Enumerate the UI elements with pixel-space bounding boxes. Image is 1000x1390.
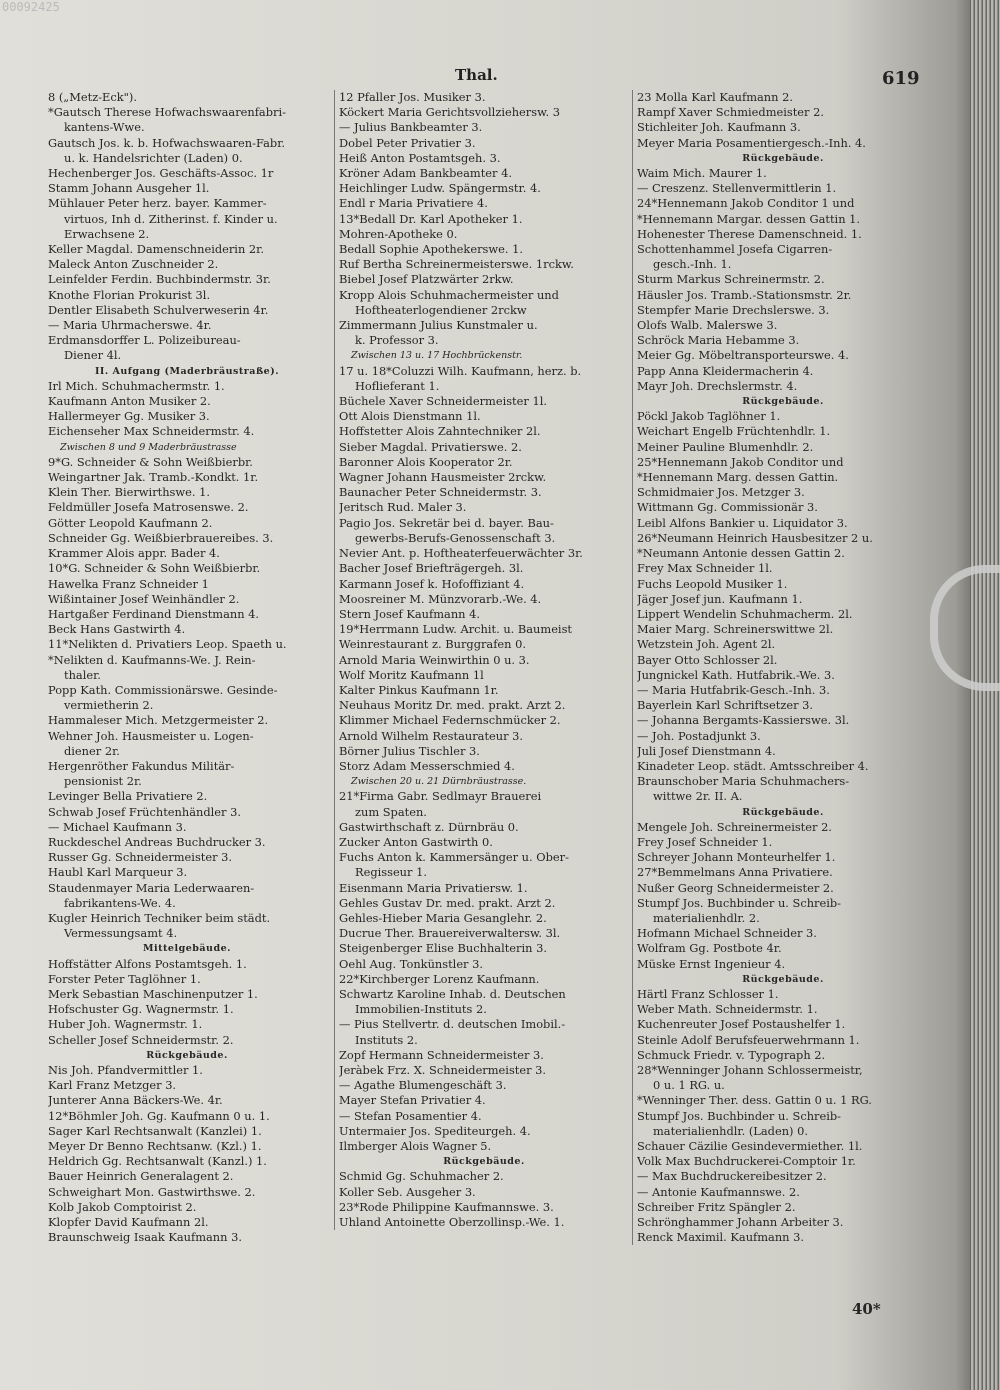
directory-entry: Schauer Cäzilie Gesindevermiether. 1l. bbox=[637, 1139, 863, 1154]
section-heading: Rückgebäude. bbox=[742, 396, 824, 408]
directory-entry: Wagner Johann Hausmeister 2rckw. bbox=[339, 470, 547, 485]
directory-entry: kantens-Wwe. bbox=[64, 120, 145, 135]
directory-entry: Meier Gg. Möbeltransporteurswe. 4. bbox=[637, 348, 849, 363]
directory-entry: Knothe Florian Prokurist 3l. bbox=[48, 287, 211, 302]
directory-entry: Leinfelder Ferdin. Buchbindermstr. 3r. bbox=[48, 272, 271, 287]
directory-entry: Härtl Franz Schlosser 1. bbox=[637, 986, 779, 1001]
directory-entry: Braunschweig Isaak Kaufmann 3. bbox=[48, 1230, 242, 1245]
directory-entry: — Michael Kaufmann 3. bbox=[48, 819, 187, 834]
directory-entry: materialienhdlr. (Laden) 0. bbox=[653, 1123, 808, 1138]
directory-entry: Rampf Xaver Schmiedmeister 2. bbox=[637, 105, 824, 120]
directory-entry: Müske Ernst Ingenieur 4. bbox=[637, 956, 786, 971]
directory-entry: Maier Marg. Schreinerswittwe 2l. bbox=[637, 622, 834, 637]
directory-entry: Schweighart Mon. Gastwirthswe. 2. bbox=[48, 1184, 256, 1199]
directory-entry: *Hennemann Marg. dessen Gattin. bbox=[637, 470, 839, 485]
directory-entry: Klimmer Michael Federnschmücker 2. bbox=[339, 713, 561, 728]
directory-entry: Steigenberger Elise Buchhalterin 3. bbox=[339, 941, 547, 956]
directory-entry: Hechenberger Jos. Geschäfts-Assoc. 1r bbox=[48, 166, 274, 181]
directory-entry: 27*Bemmelmans Anna Privatiere. bbox=[637, 865, 833, 880]
directory-entry: 23*Rode Philippine Kaufmannswe. 3. bbox=[339, 1199, 554, 1214]
directory-entry: Scheller Josef Schneidermstr. 2. bbox=[48, 1032, 234, 1047]
directory-entry: Huber Joh. Wagnermstr. 1. bbox=[48, 1017, 203, 1032]
directory-entry: Junterer Anna Bäckers-We. 4r. bbox=[48, 1093, 223, 1108]
directory-entry: Hergenröther Fakundus Militär- bbox=[48, 758, 235, 773]
directory-entry: — Stefan Posamentier 4. bbox=[339, 1108, 482, 1123]
section-heading: Mittelgebäude. bbox=[143, 943, 231, 955]
directory-entry: Bedall Sophie Apothekerswe. 1. bbox=[339, 242, 523, 257]
directory-entry: Wetzstein Joh. Agent 2l. bbox=[637, 637, 776, 652]
directory-entry: — Agathe Blumengeschäft 3. bbox=[339, 1078, 507, 1093]
directory-entry: Meyer Maria Posamentiergesch.-Inh. 4. bbox=[637, 135, 866, 150]
directory-entry: — Joh. Postadjunkt 3. bbox=[637, 728, 761, 743]
directory-entry: Oehl Aug. Tonkünstler 3. bbox=[339, 956, 483, 971]
directory-entry: Sieber Magdal. Privatierswe. 2. bbox=[339, 439, 522, 454]
directory-entry: Pöckl Jakob Taglöhner 1. bbox=[637, 409, 781, 424]
directory-entry: Vermessungsamt 4. bbox=[64, 926, 178, 941]
directory-entry: Pagio Jos. Sekretär bei d. bayer. Bau- bbox=[339, 515, 554, 530]
directory-entry: Diener 4l. bbox=[64, 348, 122, 363]
directory-entry: Ducrue Ther. Brauereiverwaltersw. 3l. bbox=[339, 926, 561, 941]
directory-entry: Karl Franz Metzger 3. bbox=[48, 1078, 177, 1093]
directory-entry: Bacher Josef Briefträgergeh. 3l. bbox=[339, 561, 524, 576]
directory-entry: 10*G. Schneider & Sohn Weißbierbr. bbox=[48, 561, 261, 576]
directory-entry: Braunschober Maria Schuhmachers- bbox=[637, 774, 850, 789]
directory-entry: Meyer Dr Benno Rechtsanw. (Kzl.) 1. bbox=[48, 1139, 262, 1154]
column-right bbox=[632, 90, 929, 1245]
directory-entry: fabrikantens-We. 4. bbox=[64, 895, 176, 910]
directory-entry: — Creszenz. Stellenvermittlerin 1. bbox=[637, 181, 837, 196]
section-heading: Rückgebäude. bbox=[146, 1049, 228, 1061]
section-heading: Rückgebäude. bbox=[742, 806, 824, 818]
directory-entry: zum Spaten. bbox=[355, 804, 427, 819]
section-heading: Rückgebäude. bbox=[742, 973, 824, 985]
directory-entry: wittwe 2r. II. A. bbox=[653, 789, 743, 804]
directory-entry: Schottenhammel Josefa Cigarren- bbox=[637, 242, 833, 257]
directory-entry: Nußer Georg Schneidermeister 2. bbox=[637, 880, 834, 895]
directory-entry: Stempfer Marie Drechslerswe. 3. bbox=[637, 302, 830, 317]
directory-entry: Hoffstätter Alfons Postamtsgeh. 1. bbox=[48, 956, 247, 971]
section-heading: Rückgebäude. bbox=[742, 152, 824, 164]
directory-entry: Forster Peter Taglöhner 1. bbox=[48, 971, 201, 986]
directory-entry: Merk Sebastian Maschinenputzer 1. bbox=[48, 986, 258, 1001]
directory-entry: Krammer Alois appr. Bader 4. bbox=[48, 546, 220, 561]
page-edges bbox=[970, 0, 1000, 1390]
directory-entry: Popp Kath. Commissionärswe. Gesinde- bbox=[48, 682, 278, 697]
directory-entry: Nevier Ant. p. Hoftheaterfeuerwächter 3r. bbox=[339, 546, 583, 561]
directory-entry: 0 u. 1 RG. u. bbox=[653, 1078, 725, 1093]
directory-entry: Erdmansdorffer L. Polizeibureau- bbox=[48, 333, 241, 348]
directory-entry: Mengele Joh. Schreinermeister 2. bbox=[637, 819, 832, 834]
directory-entry: diener 2r. bbox=[64, 743, 120, 758]
directory-entry: 21*Firma Gabr. Sedlmayr Brauerei bbox=[339, 789, 542, 804]
directory-entry: Dobel Peter Privatier 3. bbox=[339, 135, 476, 150]
directory-entry: Erwachsene 2. bbox=[64, 226, 150, 241]
directory-entry: gesch.-Inh. 1. bbox=[653, 257, 732, 272]
directory-entry: Feldmüller Josefa Matrosenswe. 2. bbox=[48, 500, 249, 515]
archive-stamp: 00092425 bbox=[2, 0, 60, 14]
directory-entry: Hawelka Franz Schneider 1 bbox=[48, 576, 209, 591]
directory-entry: Bauer Heinrich Generalagent 2. bbox=[48, 1169, 234, 1184]
directory-entry: 24*Hennemann Jakob Conditor 1 und bbox=[637, 196, 855, 211]
sheet-signature: 40* bbox=[852, 1300, 881, 1318]
directory-entry: 28*Wenninger Johann Schlossermeistr, bbox=[637, 1063, 863, 1077]
directory-entry: — Pius Stellvertr. d. deutschen Imobil.- bbox=[339, 1017, 566, 1032]
directory-entry: Wehner Joh. Hausmeister u. Logen- bbox=[48, 728, 254, 743]
directory-entry: *Gautsch Therese Hofwachswaarenfabri- bbox=[48, 105, 286, 120]
directory-entry: Sturm Markus Schreinermstr. 2. bbox=[637, 272, 825, 287]
directory-entry: Beck Hans Gastwirth 4. bbox=[48, 622, 186, 637]
directory-entry: gewerbs-Berufs-Genossenschaft 3. bbox=[355, 530, 556, 545]
street-heading: Thal. bbox=[455, 66, 498, 84]
directory-entry: 9*G. Schneider & Sohn Weißbierbr. bbox=[48, 454, 253, 469]
directory-entry: Jeràbek Frz. X. Schneidermeister 3. bbox=[339, 1063, 547, 1077]
directory-entry: 26*Neumann Heinrich Hausbesitzer 2 u. bbox=[637, 530, 873, 545]
page-number: 619 bbox=[882, 68, 920, 89]
directory-entry: Kolb Jakob Comptoirist 2. bbox=[48, 1199, 197, 1214]
directory-entry: 11*Nelikten d. Privatiers Leop. Spaeth u. bbox=[48, 637, 287, 652]
directory-entry: virtuos, Inh d. Zitherinst. f. Kinder u. bbox=[64, 211, 278, 226]
directory-entry: Untermaier Jos. Spediteurgeh. 4. bbox=[339, 1123, 531, 1138]
directory-entry: Hofmann Michael Schneider 3. bbox=[637, 926, 817, 941]
directory-entry: Waim Mich. Maurer 1. bbox=[637, 166, 767, 181]
directory-entry: Nis Joh. Pfandvermittler 1. bbox=[48, 1063, 203, 1077]
directory-entry: Schmidmaier Jos. Metzger 3. bbox=[637, 485, 805, 500]
directory-entry: Kinadeter Leop. städt. Amtsschreiber 4. bbox=[637, 758, 869, 773]
directory-entry: vermietherin 2. bbox=[64, 698, 154, 713]
directory-entry: Staudenmayer Maria Lederwaaren- bbox=[48, 880, 255, 895]
directory-entry: Arnold Maria Weinwirthin 0 u. 3. bbox=[339, 652, 530, 667]
directory-entry: Jungnickel Kath. Hutfabrik.-We. 3. bbox=[637, 667, 835, 682]
directory-entry: Kropp Alois Schuhmachermeister und bbox=[339, 287, 559, 302]
directory-entry: Sager Karl Rechtsanwalt (Kanzlei) 1. bbox=[48, 1123, 262, 1138]
directory-entry: Wittmann Gg. Commissionär 3. bbox=[637, 500, 818, 515]
directory-entry: Gautsch Jos. k. b. Hofwachswaaren-Fabr. bbox=[48, 135, 286, 150]
directory-entry: k. Professor 3. bbox=[355, 333, 439, 348]
directory-entry: 12 Pfaller Jos. Musiker 3. bbox=[339, 90, 486, 104]
directory-entry: Schwab Josef Früchtenhändler 3. bbox=[48, 804, 241, 819]
directory-entry: Stern Josef Kaufmann 4. bbox=[339, 606, 480, 621]
directory-entry: Levinger Bella Privatiere 2. bbox=[48, 789, 208, 804]
directory-entry: thaler. bbox=[64, 667, 101, 682]
directory-entry: Zimmermann Julius Kunstmaler u. bbox=[339, 318, 538, 333]
directory-entry: Stumpf Jos. Buchbinder u. Schreib- bbox=[637, 1108, 842, 1123]
directory-entry: Haubl Karl Marqueur 3. bbox=[48, 865, 188, 880]
directory-entry: Schmid Gg. Schuhmacher 2. bbox=[339, 1169, 504, 1184]
directory-entry: Volk Max Buchdruckerei-Comptoir 1r. bbox=[637, 1154, 856, 1169]
directory-entry: Bayerlein Karl Schriftsetzer 3. bbox=[637, 698, 814, 713]
directory-entry: Büchele Xaver Schneidermeister 1l. bbox=[339, 394, 547, 409]
directory-entry: Klein Ther. Bierwirthswe. 1. bbox=[48, 485, 210, 500]
directory-entry: Schreiber Fritz Spängler 2. bbox=[637, 1199, 796, 1214]
directory-entry: Mayer Stefan Privatier 4. bbox=[339, 1093, 486, 1108]
directory-entry: *Wenninger Ther. dess. Gattin 0 u. 1 RG. bbox=[637, 1093, 872, 1108]
directory-entry: Leibl Alfons Bankier u. Liquidator 3. bbox=[637, 515, 848, 530]
directory-entry: Schwartz Karoline Inhab. d. Deutschen bbox=[339, 986, 566, 1001]
directory-entry: Schrönghammer Johann Arbeiter 3. bbox=[637, 1215, 844, 1230]
directory-entry: Karmann Josef k. Hofoffiziant 4. bbox=[339, 576, 525, 591]
directory-entry: Eisenmann Maria Privatiersw. 1. bbox=[339, 880, 528, 895]
directory-entry: Hoflieferant 1. bbox=[355, 378, 440, 393]
directory-entry: Frey Josef Schneider 1. bbox=[637, 834, 773, 849]
directory-entry: Weinrestaurant z. Burggrafen 0. bbox=[339, 637, 526, 652]
directory-entry: — Maria Uhrmacherswe. 4r. bbox=[48, 318, 212, 333]
directory-entry: Weber Math. Schneidermstr. 1. bbox=[637, 1002, 818, 1017]
directory-entry: Schneider Gg. Weißbierbrauereibes. 3. bbox=[48, 530, 274, 545]
directory-entry: Stumpf Jos. Buchbinder u. Schreib- bbox=[637, 895, 842, 910]
directory-entry: 23 Molla Karl Kaufmann 2. bbox=[637, 90, 793, 104]
directory-entry: *Nelikten d. Kaufmanns-We. J. Rein- bbox=[48, 652, 256, 667]
directory-entry: Fuchs Anton k. Kammersänger u. Ober- bbox=[339, 850, 569, 865]
directory-entry: Hohenester Therese Damenschneid. 1. bbox=[637, 226, 862, 241]
directory-entry: Meiner Pauline Blumenhdlr. 2. bbox=[637, 439, 814, 454]
directory-entry: Immobilien-Instituts 2. bbox=[355, 1002, 487, 1017]
directory-entry: Lippert Wendelin Schuhmacherm. 2l. bbox=[637, 606, 853, 621]
cross-street-note: Zwischen 13 u. 17 Hochbrückenstr. bbox=[351, 350, 523, 362]
directory-entry: Hallermeyer Gg. Musiker 3. bbox=[48, 409, 210, 424]
directory-entry: Maleck Anton Zuschneider 2. bbox=[48, 257, 219, 272]
directory-entry: Baronner Alois Kooperator 2r. bbox=[339, 454, 513, 469]
directory-entry: Wißintainer Josef Weinhändler 2. bbox=[48, 591, 240, 606]
directory-entry: 17 u. 18*Coluzzi Wilh. Kaufmann, herz. b. bbox=[339, 363, 582, 378]
directory-entry: Mayr Joh. Drechslermstr. 4. bbox=[637, 378, 798, 393]
section-heading: II. Aufgang (Maderbräustraße). bbox=[94, 365, 280, 377]
directory-entry: Hoffstetter Alois Zahntechniker 2l. bbox=[339, 424, 541, 439]
directory-entry: Jäger Josef jun. Kaufmann 1. bbox=[637, 591, 803, 606]
directory-entry: Hammaleser Mich. Metzgermeister 2. bbox=[48, 713, 269, 728]
section-heading: Rückgebäude. bbox=[443, 1156, 525, 1168]
directory-entry: Börner Julius Tischler 3. bbox=[339, 743, 480, 758]
column-middle bbox=[334, 90, 629, 1230]
directory-entry: Ruf Bertha Schreinermeisterswe. 1rckw. bbox=[339, 257, 574, 272]
directory-entry: Irl Mich. Schuhmachermstr. 1. bbox=[48, 378, 225, 393]
directory-entry: Schröck Maria Hebamme 3. bbox=[637, 333, 800, 348]
directory-entry: Baunacher Peter Schneidermstr. 3. bbox=[339, 485, 542, 500]
directory-entry: *Neumann Antonie dessen Gattin 2. bbox=[637, 546, 845, 561]
directory-entry: Ott Alois Dienstmann 1l. bbox=[339, 409, 481, 424]
directory-entry: 25*Hennemann Jakob Conditor und bbox=[637, 454, 844, 469]
directory-entry: Ruckdeschel Andreas Buchdrucker 3. bbox=[48, 834, 266, 849]
directory-entry: pensionist 2r. bbox=[64, 774, 142, 789]
directory-entry: Jeritsch Rud. Maler 3. bbox=[339, 500, 467, 515]
directory-entry: Koller Seb. Ausgeher 3. bbox=[339, 1184, 476, 1199]
directory-entry: Kuchenreuter Josef Postaushelfer 1. bbox=[637, 1017, 846, 1032]
directory-entry: Schreyer Johann Monteurhelfer 1. bbox=[637, 850, 836, 865]
directory-entry: Fuchs Leopold Musiker 1. bbox=[637, 576, 788, 591]
directory-entry: Klopfer David Kaufmann 2l. bbox=[48, 1215, 209, 1230]
directory-entry: Weichart Engelb Früchtenhdlr. 1. bbox=[637, 424, 831, 439]
directory-entry: Renck Maximil. Kaufmann 3. bbox=[637, 1230, 805, 1245]
directory-entry: Häusler Jos. Tramb.-Stationsmstr. 2r. bbox=[637, 287, 852, 302]
directory-entry: Mohren-Apotheke 0. bbox=[339, 226, 458, 241]
directory-entry: Kugler Heinrich Techniker beim städt. bbox=[48, 910, 271, 925]
column-left bbox=[48, 90, 326, 1245]
directory-entry: Zucker Anton Gastwirth 0. bbox=[339, 834, 493, 849]
directory-entry: 13*Bedall Dr. Karl Apotheker 1. bbox=[339, 211, 523, 226]
directory-entry: — Maria Hutfabrik-Gesch.-Inh. 3. bbox=[637, 682, 830, 697]
directory-entry: Uhland Antoinette Oberzollinsp.-We. 1. bbox=[339, 1215, 565, 1230]
directory-entry: Gehles-Hieber Maria Gesanglehr. 2. bbox=[339, 910, 547, 925]
directory-entry: 12*Böhmler Joh. Gg. Kaufmann 0 u. 1. bbox=[48, 1108, 270, 1123]
directory-entry: Zopf Hermann Schneidermeister 3. bbox=[339, 1047, 544, 1062]
directory-entry: Hofschuster Gg. Wagnermstr. 1. bbox=[48, 1002, 234, 1017]
directory-entry: Hoftheaterlogendiener 2rckw bbox=[355, 302, 527, 317]
directory-entry: Bayer Otto Schlosser 2l. bbox=[637, 652, 778, 667]
directory-entry: Papp Anna Kleidermacherin 4. bbox=[637, 363, 814, 378]
cross-street-note: Zwischen 8 und 9 Maderbräustrasse bbox=[60, 441, 237, 453]
directory-entry: Hartgaßer Ferdinand Dienstmann 4. bbox=[48, 606, 260, 621]
directory-entry: Moosreiner M. Münzvorarb.-We. 4. bbox=[339, 591, 542, 606]
directory-entry: Götter Leopold Kaufmann 2. bbox=[48, 515, 213, 530]
directory-entry: Neuhaus Moritz Dr. med. prakt. Arzt 2. bbox=[339, 698, 566, 713]
directory-entry: Olofs Walb. Malerswe 3. bbox=[637, 318, 778, 333]
directory-entry: Weingartner Jak. Tramb.-Kondkt. 1r. bbox=[48, 470, 259, 485]
directory-entry: Gastwirthschaft z. Dürnbräu 0. bbox=[339, 819, 519, 834]
directory-entry: materialienhdlr. 2. bbox=[653, 910, 760, 925]
directory-entry: u. k. Handelsrichter (Laden) 0. bbox=[64, 150, 243, 165]
directory-entry: Keller Magdal. Damenschneiderin 2r. bbox=[48, 242, 264, 257]
directory-entry: Heichlinger Ludw. Spängermstr. 4. bbox=[339, 181, 541, 196]
directory-entry: Kalter Pinkus Kaufmann 1r. bbox=[339, 682, 499, 697]
directory-entry: Ilmberger Alois Wagner 5. bbox=[339, 1139, 492, 1154]
directory-entry: *Hennemann Margar. dessen Gattin 1. bbox=[637, 211, 861, 226]
directory-entry: Stichleiter Joh. Kaufmann 3. bbox=[637, 120, 801, 135]
directory-entry: Steinle Adolf Berufsfeuerwehrmann 1. bbox=[637, 1032, 860, 1047]
directory-entry: Juli Josef Dienstmann 4. bbox=[637, 743, 776, 758]
directory-entry: Arnold Wilhelm Restaurateur 3. bbox=[339, 728, 524, 743]
directory-entry: 19*Herrmann Ludw. Archit. u. Baumeist bbox=[339, 622, 573, 637]
directory-entry: Schmuck Friedr. v. Typograph 2. bbox=[637, 1047, 826, 1062]
directory-entry: Köckert Maria Gerichtsvollziehersw. 3 bbox=[339, 105, 560, 120]
directory-entry: 8 („Metz-Eck"). bbox=[48, 90, 137, 104]
directory-entry: Kröner Adam Bankbeamter 4. bbox=[339, 166, 512, 181]
directory-entry: 22*Kirchberger Lorenz Kaufmann. bbox=[339, 971, 540, 986]
directory-entry: — Antonie Kaufmannswe. 2. bbox=[637, 1184, 800, 1199]
directory-entry: Dentler Elisabeth Schulverweserin 4r. bbox=[48, 302, 269, 317]
directory-entry: Wolfram Gg. Postbote 4r. bbox=[637, 941, 782, 956]
directory-entry: Heiß Anton Postamtsgeh. 3. bbox=[339, 150, 501, 165]
directory-entry: Gehles Gustav Dr. med. prakt. Arzt 2. bbox=[339, 895, 556, 910]
directory-entry: Stamm Johann Ausgeher 1l. bbox=[48, 181, 210, 196]
directory-entry: Eichenseher Max Schneidermstr. 4. bbox=[48, 424, 255, 439]
directory-entry: — Julius Bankbeamter 3. bbox=[339, 120, 483, 135]
directory-entry: Frey Max Schneider 1l. bbox=[637, 561, 773, 576]
directory-entry: Storz Adam Messerschmied 4. bbox=[339, 758, 515, 773]
directory-entry: Biebel Josef Platzwärter 2rkw. bbox=[339, 272, 514, 287]
directory-entry: Kaufmann Anton Musiker 2. bbox=[48, 394, 211, 409]
directory-entry: Mühlauer Peter herz. bayer. Kammer- bbox=[48, 196, 267, 211]
directory-entry: Endl r Maria Privatiere 4. bbox=[339, 196, 488, 211]
directory-entry: — Max Buchdruckereibesitzer 2. bbox=[637, 1169, 827, 1184]
directory-entry: Regisseur 1. bbox=[355, 865, 427, 880]
directory-entry: — Johanna Bergamts-Kassierswe. 3l. bbox=[637, 713, 850, 728]
directory-entry: Russer Gg. Schneidermeister 3. bbox=[48, 850, 233, 865]
directory-entry: Wolf Moritz Kaufmann 1l bbox=[339, 667, 484, 682]
cross-street-note: Zwischen 20 u. 21 Dürnbräustrasse. bbox=[351, 776, 527, 788]
directory-entry: Instituts 2. bbox=[355, 1032, 418, 1047]
directory-entry: Heldrich Gg. Rechtsanwalt (Kanzl.) 1. bbox=[48, 1154, 267, 1169]
